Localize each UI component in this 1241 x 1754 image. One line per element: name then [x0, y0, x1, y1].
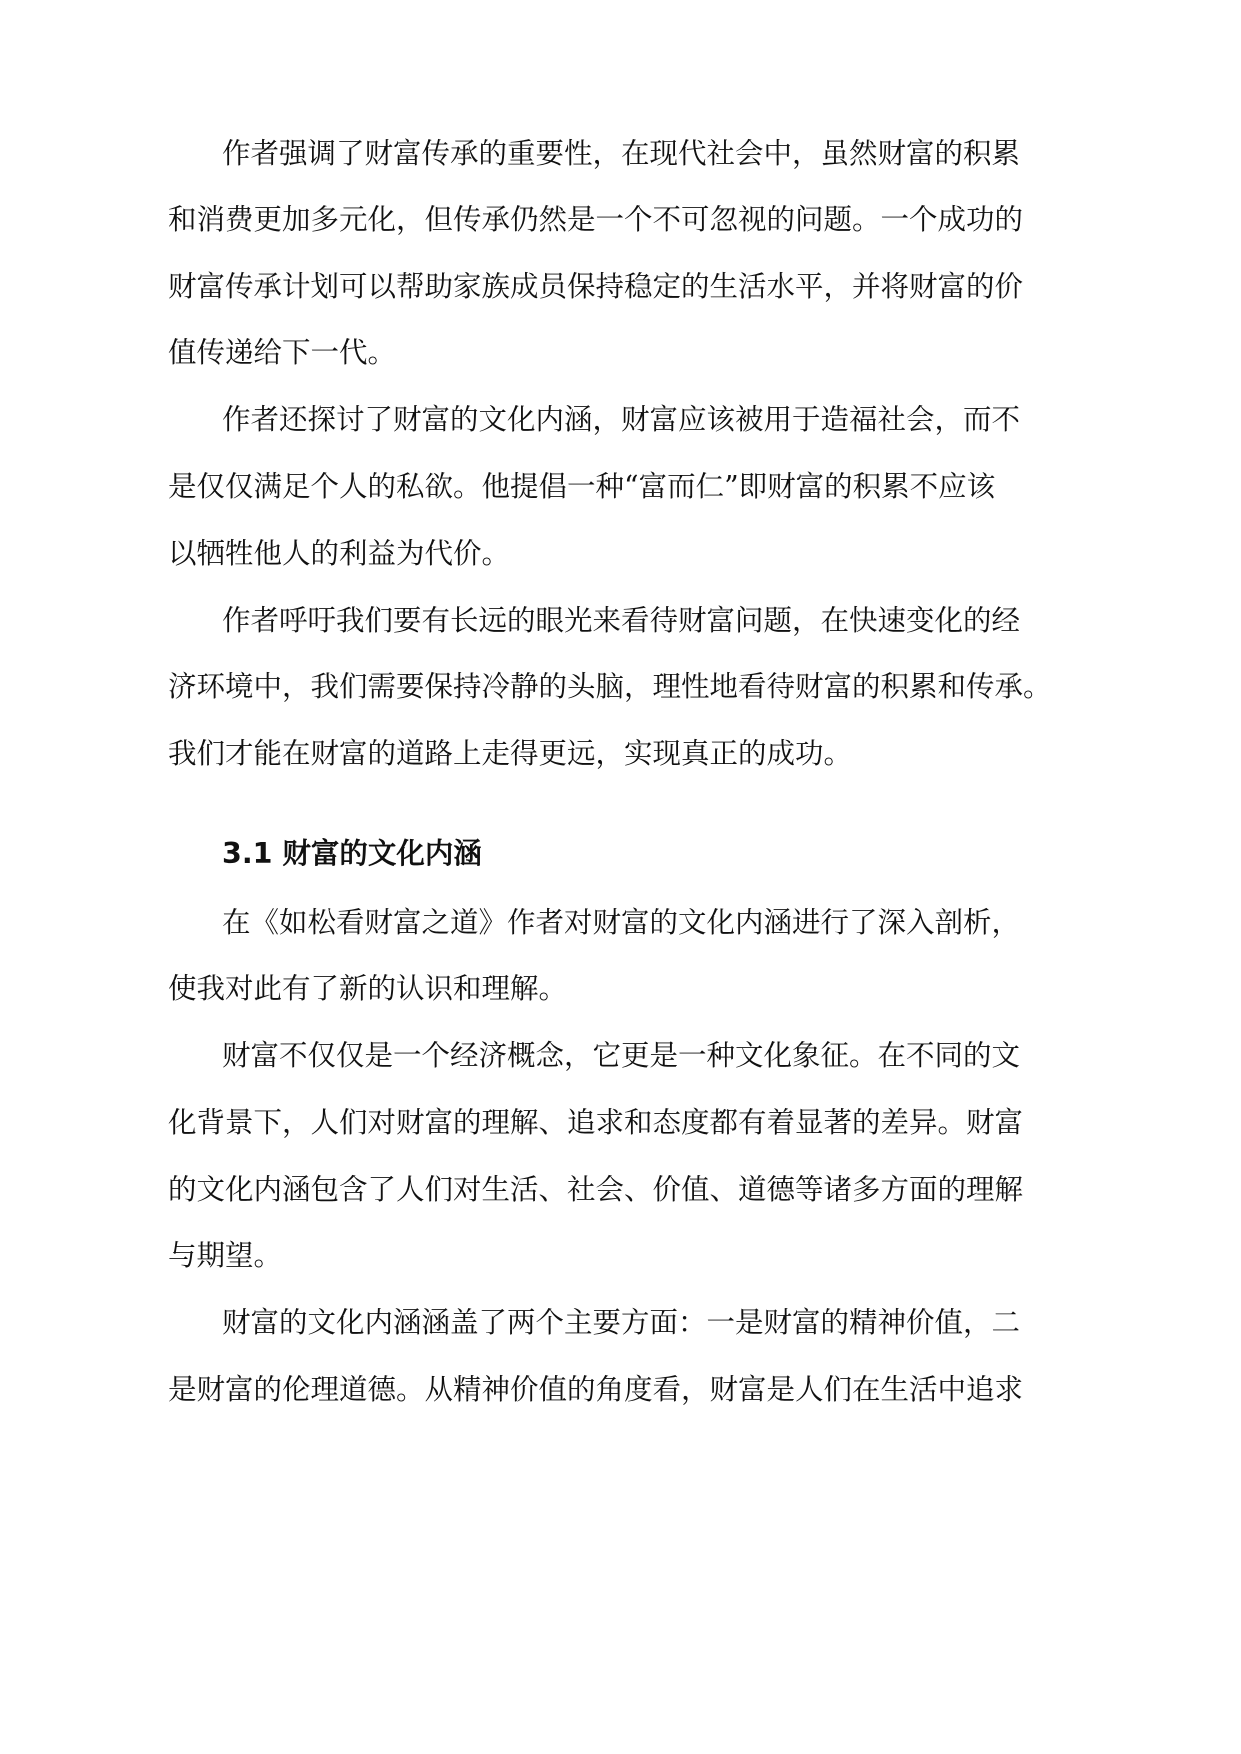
text-line: 财富传承计划可以帮助家族成员保持稳定的生活水平，并将财富的价 — [168, 270, 1024, 303]
text-line: 在《如松看财富之道》作者对财富的文化内涵进行了深入剖析， — [222, 906, 1021, 939]
text-line: 作者还探讨了财富的文化内涵，财富应该被用于造福社会，而不 — [222, 403, 1021, 436]
text-line: 我们才能在财富的道路上走得更远，实现真正的成功。 — [168, 737, 853, 770]
text-line: 以牺牲他人的利益为代价。 — [168, 537, 511, 570]
text-line: 作者呼吁我们要有长远的眼光来看待财富问题，在快速变化的经 — [222, 604, 1021, 637]
text-line: 值传递给下一代。 — [168, 336, 397, 369]
text-line: 是财富的伦理道德。从精神价值的角度看，财富是人们在生活中追求 — [168, 1373, 1024, 1406]
text-line: 财富的文化内涵涵盖了两个主要方面：一是财富的精神价值，二 — [222, 1306, 1021, 1339]
text-line: 济环境中，我们需要保持冷静的头脑，理性地看待财富的积累和传承。 — [168, 670, 1052, 703]
text-line: 财富不仅仅是一个经济概念，它更是一种文化象征。在不同的文 — [222, 1039, 1021, 1072]
text-line: 化背景下，人们对财富的理解、追求和态度都有着显著的差异。财富 — [168, 1106, 1024, 1139]
text-line: 和消费更加多元化，但传承仍然是一个不可忽视的问题。一个成功的 — [168, 203, 1024, 236]
section-heading: 3.1 财富的文化内涵 — [222, 837, 482, 870]
text-line: 作者强调了财富传承的重要性，在现代社会中，虽然财富的积累 — [222, 137, 1021, 170]
text-line: 是仅仅满足个人的私欲。他提倡一种“富而仁”即财富的积累不应该 — [168, 470, 996, 503]
text-line: 的文化内涵包含了人们对生活、社会、价值、道德等诸多方面的理解 — [168, 1173, 1024, 1206]
text-line: 使我对此有了新的认识和理解。 — [168, 972, 568, 1005]
text-line: 与期望。 — [168, 1239, 283, 1272]
